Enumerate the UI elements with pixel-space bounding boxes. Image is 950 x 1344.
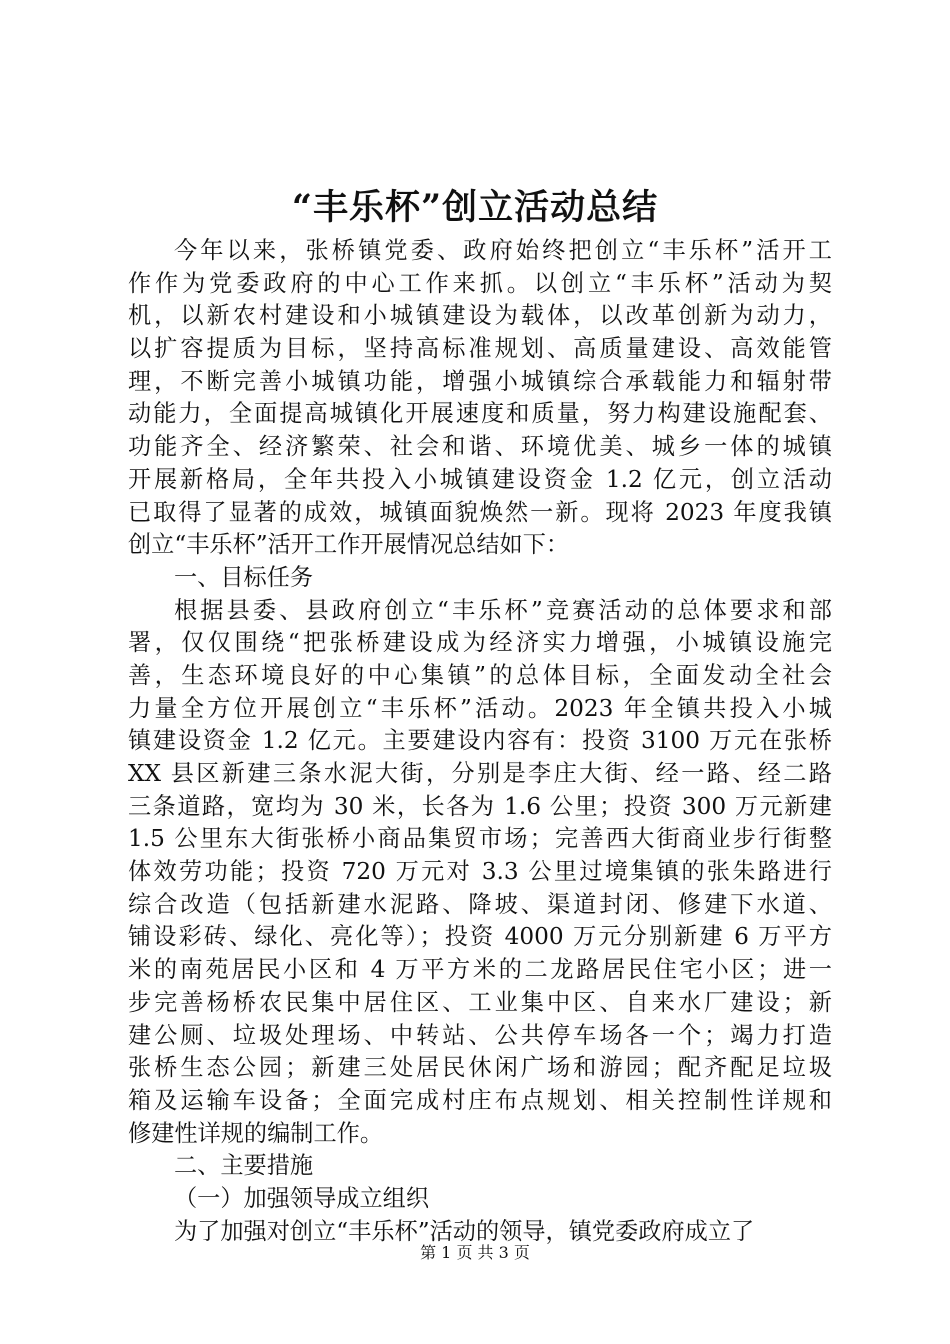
text-line: 米的南苑居民小区和 4 万平方米的二龙路居民住宅小区；进一 [128,956,832,984]
text-line: 今年以来，张桥镇党委、政府始终把创立“丰乐杯”活开工 [174,237,832,264]
subsection-heading-leadership: （一）加强领导成立组织 [174,1184,430,1212]
text-line: 为了加强对创立“丰乐杯”活动的领导，镇党委政府成立了 [174,1217,755,1245]
text-line: 力量全方位开展创立“丰乐杯”活动。2023 年全镇共投入小城 [128,694,832,722]
text-line: 已取得了显著的成效，城镇面貌焕然一新。现将 2023 年度我镇 [128,498,832,526]
text-line: 体效劳功能；投资 720 万元对 3.3 公里过境集镇的张朱路进行 [128,858,832,886]
text-line: 理，不断完善小城镇功能，增强小城镇综合承载能力和辐射带 [128,367,832,395]
paragraph-goals [128,595,832,1151]
text-line: 1.5 公里东大街张桥小商品集贸市场；完善西大街商业步行街整 [128,825,832,853]
text-line: 署，仅仅围绕“把张桥建设成为经济实力增强，小城镇设施完 [128,629,832,657]
text-line: 作作为党委政府的中心工作来抓。以创立“丰乐杯”活动为契 [128,269,832,297]
text-line: 修建性详规的编制工作。 [128,1119,384,1147]
page-footer: 第 1 页 共 3 页 [420,1243,530,1262]
text-line: 镇建设资金 1.2 亿元。主要建设内容有：投资 3100 万元在张桥 [128,727,832,755]
text-line: 铺设彩砖、绿化、亮化等）；投资 4000 万元分别新建 6 万平方 [128,923,832,951]
text-line: 综合改造（包括新建水泥路、降坡、渠道封闭、修建下水道、 [128,890,832,918]
text-line: 机，以新农村建设和小城镇建设为载体，以改革创新为动力， [128,302,832,330]
text-line: 善，生态环境良好的中心集镇”的总体目标，全面发动全社会 [128,661,832,689]
text-line: 箱及运输车设备；全面完成村庄布点规划、相关控制性详规和 [128,1086,832,1114]
text-line: 三条道路，宽均为 30 米，长各为 1.6 公里；投资 300 万元新建 [128,792,832,820]
paragraph-intro [128,235,832,562]
text-line: 以扩容提质为目标，坚持高标准规划、高质量建设、高效能管 [128,335,832,363]
text-line: XX 县区新建三条水泥大街，分别是李庄大街、经一路、经二路 [128,760,832,787]
text-line: 功能齐全、经济繁荣、社会和谐、环境优美、城乡一体的城镇 [128,433,832,461]
text-line: 张桥生态公园；新建三处居民休闲广场和游园；配齐配足垃圾 [128,1054,832,1082]
text-line: 步完善杨桥农民集中居住区、工业集中区、自来水厂建设；新 [128,988,832,1016]
document-body [128,235,832,1248]
section-heading-measures: 二、主要措施 [174,1152,314,1180]
text-line: 创立“丰乐杯”活开工作开展情况总结如下： [128,531,570,559]
text-line: 动能力，全面提高城镇化开展速度和质量，努力构建设施配套、 [128,400,832,428]
section-heading-goals: 一、目标任务 [174,563,314,591]
text-line: 建公厕、垃圾处理场、中转站、公共停车场各一个；竭力打造 [128,1021,832,1049]
page-title: “丰乐杯”创立活动总结 [291,187,659,228]
text-line: 开展新格局，全年共投入小城镇建设资金 1.2 亿元，创立活动 [128,465,832,493]
text-line: 根据县委、县政府创立“丰乐杯”竞赛活动的总体要求和部 [174,596,832,624]
